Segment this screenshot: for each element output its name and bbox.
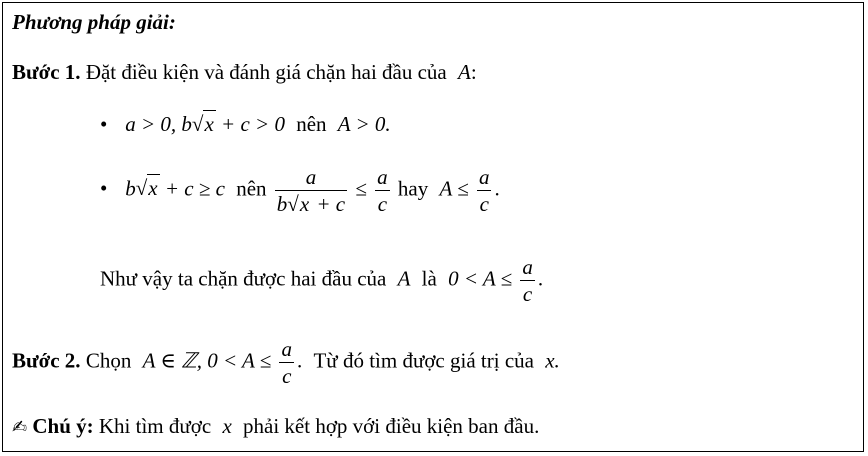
fraction-a-over-bsqrtx-plus-c [275, 166, 347, 215]
summary-var: A [397, 266, 411, 291]
frac-denominator [275, 191, 347, 215]
section-title-text: Phương pháp giải: [12, 10, 176, 34]
frac-numerator: a [279, 338, 294, 363]
step1-line [12, 62, 477, 83]
bullet1-line [100, 114, 391, 135]
sqrt-symbol: √ [191, 112, 204, 136]
pen-writing-icon: ✍ [12, 417, 28, 438]
section-title [12, 12, 176, 33]
summary-ineq: 0 < A ≤ [448, 266, 513, 291]
step2-chon: Chọn [85, 348, 132, 373]
frac-numerator: a [520, 256, 535, 281]
step2-var: x. [545, 348, 560, 373]
step1-label: Bước 1. [12, 60, 81, 84]
step2-line [12, 338, 560, 387]
note-label: Chú ý: [32, 414, 94, 438]
den-b: b [276, 192, 288, 217]
summary-period: . [537, 266, 544, 291]
bullet2-nen: nên [236, 176, 267, 201]
frac-denominator: c [377, 192, 388, 217]
bullet-icon: • [100, 112, 108, 136]
bullet2-le: ≤ [355, 176, 367, 201]
den-plus-c: + c [316, 192, 346, 217]
fraction-a-over-c [279, 338, 294, 387]
summary-la: là [421, 266, 437, 291]
bullet2-hay: hay [397, 176, 429, 201]
bullet2-plus-c: + c ≥ c [164, 176, 225, 201]
sqrt-x [287, 193, 311, 215]
summary-line [100, 256, 543, 305]
note-text2: phải kết hợp với điều kiện ban đầu. [243, 414, 540, 438]
bullet2-period: . [494, 176, 500, 201]
step1-var: A [458, 60, 471, 84]
fraction-a-over-c [477, 166, 492, 215]
frac-numerator: a [477, 166, 492, 191]
sqrt-x [192, 114, 216, 135]
bullet1-plus-c: + c > 0 [221, 112, 285, 136]
note-text1: Khi tìm được [98, 414, 212, 438]
fraction-a-over-c [520, 256, 535, 305]
step2-text: Từ đó tìm được giá trị của [313, 348, 534, 373]
bullet2-b: b [125, 176, 136, 201]
bullet-icon: • [100, 176, 108, 201]
bullet1-cond-a: a > 0, [125, 112, 177, 136]
bullet1-b: b [181, 112, 192, 136]
bullet2-A-le: A ≤ [439, 176, 469, 201]
step1-colon: : [470, 60, 477, 84]
bullet1-nen: nên [296, 112, 327, 136]
step2-label: Bước 2. [12, 348, 81, 373]
frac-denominator: c [479, 192, 489, 217]
bullet2-line [100, 166, 500, 215]
sqrt-symbol: √ [287, 192, 299, 217]
radicand: x [204, 112, 214, 136]
frac-numerator: a [275, 166, 347, 191]
step2-period: . [296, 348, 303, 373]
frac-denominator: c [522, 282, 533, 307]
step1-text: Đặt điều kiện và đánh giá chặn hai đầu của [85, 60, 447, 84]
sqrt-symbol: √ [135, 176, 148, 201]
radicand: x [148, 176, 158, 201]
step2-ineq: A ∈ ℤ, 0 < A ≤ [142, 348, 272, 373]
summary-text: Như vậy ta chặn được hai đầu của [100, 266, 387, 291]
frac-denominator: c [282, 364, 292, 389]
fraction-a-over-c [375, 166, 390, 215]
frac-numerator: a [375, 166, 390, 191]
radicand: x [299, 192, 310, 217]
sqrt-x [136, 178, 160, 199]
note-line [12, 416, 539, 437]
note-var: x [222, 414, 232, 438]
bullet1-result: A > 0. [337, 112, 391, 136]
